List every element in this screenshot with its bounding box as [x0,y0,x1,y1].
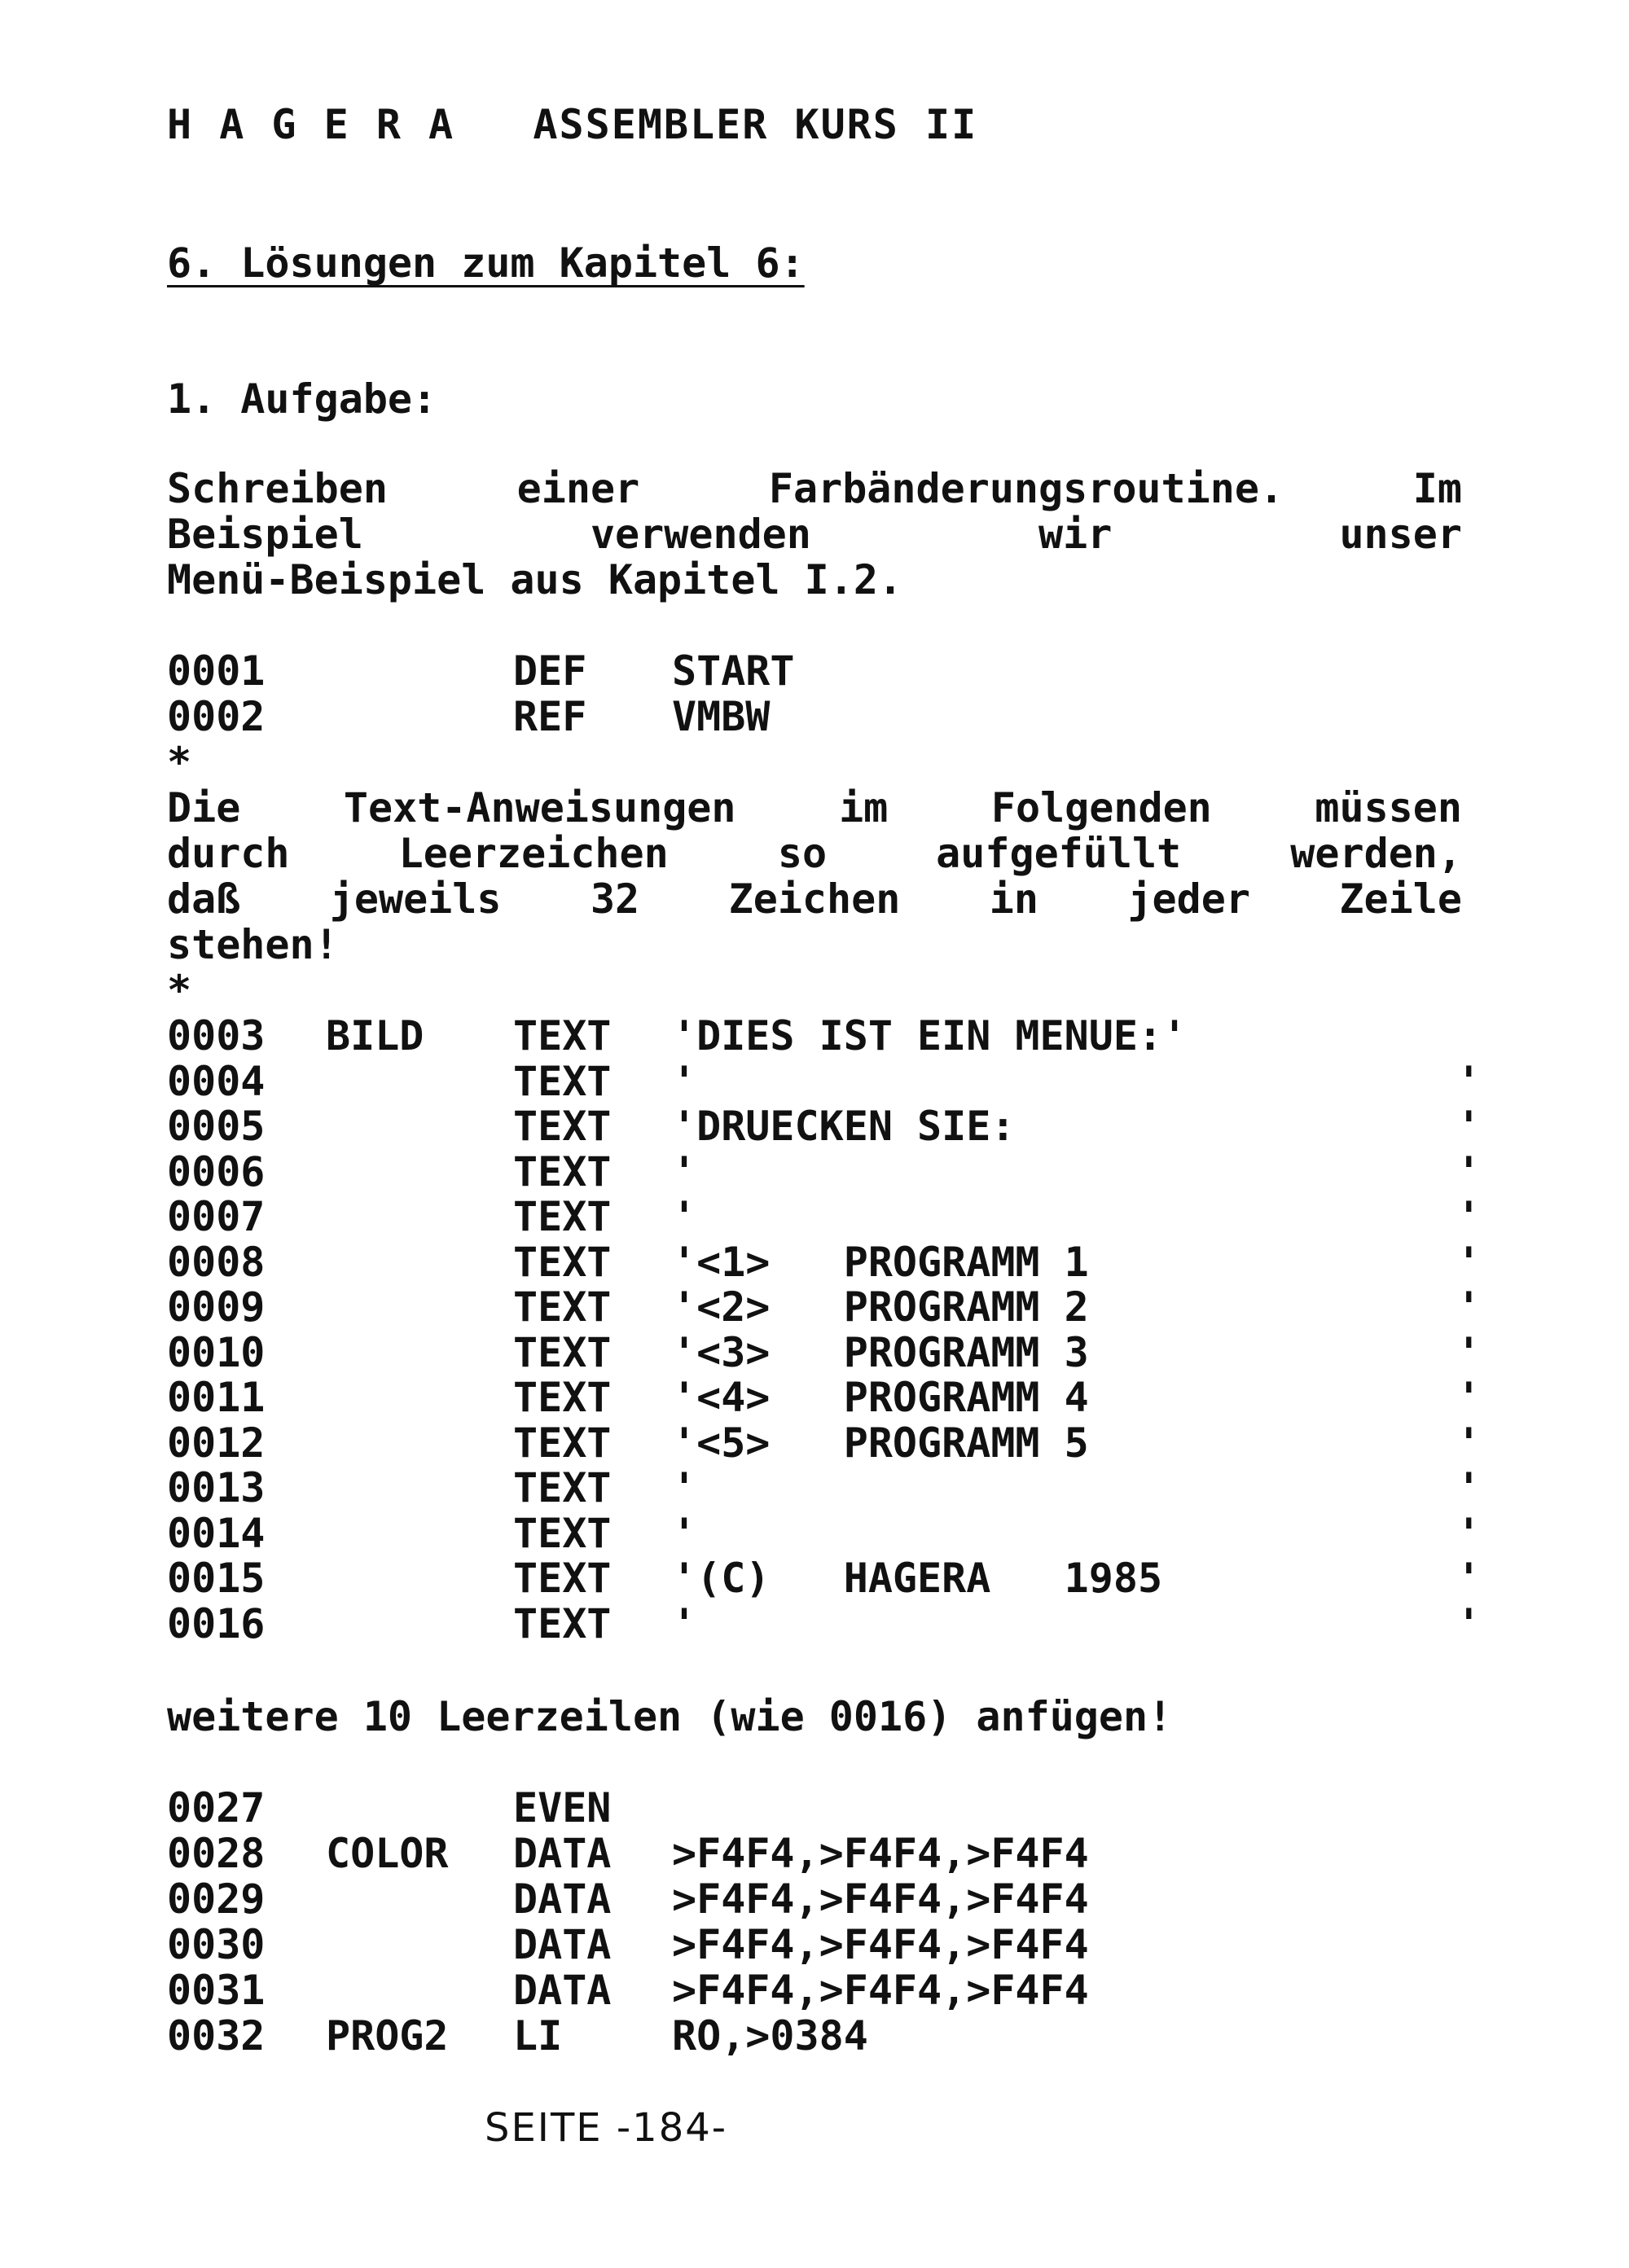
word: Die [167,784,241,831]
line-number: 0016 [167,1599,266,1647]
code-label: COLOR [326,1830,449,1877]
intro-line-3: Menü-Beispiel aus Kapitel I.2. [167,556,903,603]
line-number: 0001 [167,647,266,695]
code-opcode: TEXT [513,1599,612,1647]
code-opcode: TEXT [513,1238,612,1286]
page-title: H A G E R A ASSEMBLER KURS II [167,101,978,148]
code-opcode: TEXT [513,1374,612,1421]
line-number: 0012 [167,1419,266,1467]
comment-line-3 [167,876,1462,922]
code-operand: '<2> PROGRAMM 2 ' [672,1283,1482,1331]
line-number: 0027 [167,1784,266,1832]
code-operand: '<1> PROGRAMM 1 ' [672,1238,1482,1286]
word: wir [1038,511,1113,558]
intro-line-2 [167,511,1462,557]
code-operand: ' ' [672,1193,1482,1240]
word: so [777,830,828,877]
line-number: 0030 [167,1921,266,1968]
code-label: PROG2 [326,2012,449,2060]
comment-line-1 [167,785,1462,831]
code-operand: ' ' [672,1057,1482,1105]
line-number: 0006 [167,1147,266,1195]
comment-marker: * [167,967,192,1014]
word: verwenden [590,511,811,558]
word: Schreiben [167,465,388,512]
code-opcode: EVEN [513,1784,612,1832]
code-operand: START [672,647,795,695]
line-number: 0013 [167,1464,266,1511]
word: 32 [590,875,640,923]
code-opcode: TEXT [513,1012,612,1059]
line-number: 0015 [167,1555,266,1602]
note-line: weitere 10 Leerzeilen (wie 0016) anfügen! [167,1693,1173,1740]
word: Zeile [1339,875,1462,923]
line-number: 0002 [167,693,266,740]
word: Im [1412,465,1462,512]
word: Farbänderungsroutine. [768,465,1284,512]
line-number: 0008 [167,1238,266,1286]
word: einer [516,465,640,512]
code-operand: '<4> PROGRAMM 4 ' [672,1374,1482,1421]
code-operand: 'DIES IST EIN MENUE:' [672,1012,1188,1059]
word: Folgenden [990,784,1212,831]
line-number: 0014 [167,1509,266,1557]
word: Text-Anweisungen [343,784,736,831]
code-opcode: TEXT [513,1555,612,1602]
line-number: 0009 [167,1283,266,1331]
code-operand: '<5> PROGRAMM 5 ' [672,1419,1482,1467]
word: Zeichen [728,875,901,923]
code-operand: VMBW [672,693,771,740]
word: werden, [1290,830,1462,877]
word: unser [1339,511,1462,558]
code-opcode: LI [513,2012,563,2060]
comment-marker: * [167,739,192,786]
line-number: 0007 [167,1193,266,1240]
word: jeder [1127,875,1250,923]
word: jeweils [329,875,502,923]
code-opcode: TEXT [513,1419,612,1467]
code-operand: ' ' [672,1509,1482,1557]
code-opcode: DATA [513,1830,612,1877]
line-number: 0004 [167,1057,266,1105]
task-heading: 1. Aufgabe: [167,375,437,423]
code-opcode: TEXT [513,1509,612,1557]
line-number: 0032 [167,2012,266,2060]
code-operand: >F4F4,>F4F4,>F4F4 [672,1830,1089,1877]
comment-line-4: stehen! [167,921,339,968]
intro-line-1 [167,466,1462,511]
code-operand: >F4F4,>F4F4,>F4F4 [672,1921,1089,1968]
code-operand: >F4F4,>F4F4,>F4F4 [672,1967,1089,2014]
code-opcode: TEXT [513,1103,612,1150]
code-operand: '<3> PROGRAMM 3 ' [672,1328,1482,1376]
code-opcode: DATA [513,1921,612,1968]
code-operand: RO,>0384 [672,2012,868,2060]
code-opcode: TEXT [513,1147,612,1195]
code-operand: ' ' [672,1464,1482,1511]
word: daß [167,875,241,923]
code-opcode: TEXT [513,1193,612,1240]
chapter-heading: 6. Lösungen zum Kapitel 6: [167,239,805,287]
word: müssen [1315,784,1462,831]
word: Leerzeichen [398,830,669,877]
word: aufgefüllt [936,830,1182,877]
code-opcode: TEXT [513,1057,612,1105]
comment-line-2 [167,831,1462,876]
line-number: 0003 [167,1012,266,1059]
page-number: SEITE -184- [485,2105,728,2151]
code-opcode: TEXT [513,1464,612,1511]
code-label: BILD [326,1012,424,1059]
word: im [839,784,889,831]
code-opcode: DATA [513,1875,612,1923]
code-opcode: DEF [513,647,587,695]
line-number: 0005 [167,1103,266,1150]
code-opcode: REF [513,693,587,740]
word: in [989,875,1038,923]
code-operand: 'DRUECKEN SIE: ' [672,1103,1482,1150]
code-operand: '(C) HAGERA 1985 ' [672,1555,1482,1602]
word: Beispiel [167,511,363,558]
line-number: 0011 [167,1374,266,1421]
word: durch [167,830,290,877]
code-opcode: DATA [513,1967,612,2014]
code-opcode: TEXT [513,1283,612,1331]
line-number: 0010 [167,1328,266,1376]
code-operand: >F4F4,>F4F4,>F4F4 [672,1875,1089,1923]
code-opcode: TEXT [513,1328,612,1376]
line-number: 0028 [167,1830,266,1877]
line-number: 0031 [167,1967,266,2014]
code-operand: ' ' [672,1147,1482,1195]
line-number: 0029 [167,1875,266,1923]
code-operand: ' ' [672,1599,1482,1647]
